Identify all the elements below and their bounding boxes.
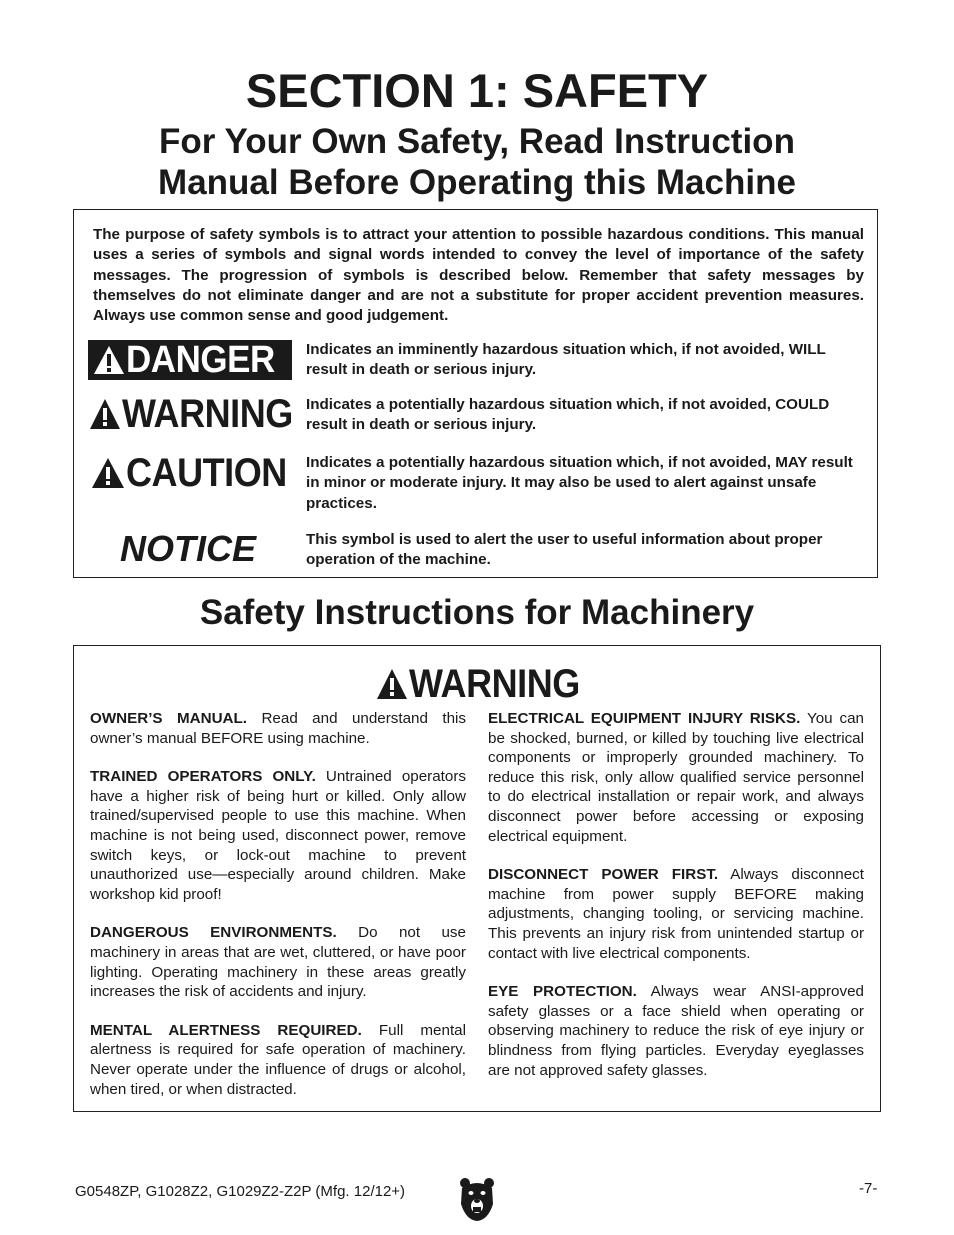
right-column: [488, 709, 864, 1099]
instruction-body: Read and understand this owner’s manual BEFORE using machine.: [90, 710, 466, 747]
caution-alert-icon: [90, 456, 126, 490]
instruction-body: Always disconnect machine from power supply BEFORE making adjustments, changing tooling, or servicing machine. This prevents an injury risk from unintended startup or contact with live electrical components.: [488, 866, 864, 962]
footer-model-numbers: G0548ZP, G1028Z2, G1029Z2-Z2P (Mfg. 12/12+): [75, 1183, 406, 1200]
instruction-heading: TRAINED OPERATORS ONLY.: [90, 768, 316, 786]
danger-alert-icon: [92, 344, 126, 376]
machinery-warning-label: [375, 662, 599, 706]
warning-alert-icon: [375, 667, 409, 701]
page-subtitle-line2: Manual Before Operating this Machine: [158, 163, 796, 202]
instruction-heading: MENTAL ALERTNESS REQUIRED.: [90, 1021, 362, 1039]
instruction-heading: ELECTRICAL EQUIPMENT INJURY RISKS.: [488, 710, 801, 727]
warning-alert-icon: [88, 397, 122, 431]
instruction-body: Untrained operators have a higher risk of being hurt or killed. Only allow trained/supervised people to use this machine. When machine is not being used, disconnect power, remove switch keys, or lock-out machine to prevent unauthorized use—especially around children. Make workshop kid proof!: [90, 768, 466, 903]
danger-description: Indicates an imminently hazardous situation which, if not avoided, WILL result in death or serious injury.: [306, 341, 826, 379]
instruction-electrical-risks: [488, 709, 864, 846]
danger-signal-label: [88, 340, 292, 380]
page-subtitle-line1: For Your Own Safety, Read Instruction: [159, 122, 795, 161]
notice-description: This symbol is used to alert the user to useful information about proper operation of the machine.: [306, 531, 823, 569]
instruction-body: You can be shocked, burned, or killed by touching live electrical components or improperly grounded machinery. To reduce this risk, only allow qualified service personnel to do electrical installation or repair work, and always disconnect power before accessing or exposing electrical equipment.: [488, 710, 864, 845]
warning-word: WARNING: [122, 392, 293, 436]
instruction-body: Always wear ANSI-approved safety glasses or a face shield when operating or observing machinery to reduce the risk of eye injury or blindness from flying particles. Everyday eyeglasses are not approved safety glasses.: [488, 983, 864, 1079]
instruction-owners-manual: [90, 709, 466, 748]
instruction-disconnect-power: [488, 865, 864, 963]
bear-logo-icon: [458, 1176, 496, 1222]
instruction-body: Do not use machinery in areas that are wet, cluttered, or have poor lighting. Operating machinery in these areas greatly increases the risk of accidents and injury.: [90, 924, 466, 1001]
instruction-eye-protection: [488, 982, 864, 1080]
caution-word: CAUTION: [126, 451, 287, 495]
instruction-heading: DISCONNECT POWER FIRST.: [488, 866, 719, 884]
page-number: -7-: [859, 1180, 878, 1197]
warning-word: WARNING: [409, 662, 580, 706]
notice-signal-label: NOTICE: [120, 528, 257, 569]
instruction-heading: OWNER’S MANUAL.: [90, 710, 248, 727]
symbols-intro-text: The purpose of safety symbols is to attract your attention to possible hazardous conditions. This manual uses a series of symbols and signal words intended to convey the level of importance of the safety messages. The progression of symbols is described below. Remember that safety messages by themselves do not eliminate danger and are not a substitute for proper accident prevention measures. Always use common sense and good judgement.: [93, 226, 864, 325]
warning-signal-label: [88, 392, 312, 436]
instruction-trained-operators: [90, 767, 466, 904]
instruction-heading: EYE PROTECTION.: [488, 983, 637, 1001]
danger-word: DANGER: [126, 339, 275, 381]
left-column: [90, 709, 466, 1118]
instruction-mental-alertness: [90, 1021, 466, 1099]
instruction-heading: DANGEROUS ENVIRONMENTS.: [90, 924, 337, 942]
instruction-dangerous-environments: [90, 923, 466, 1001]
instruction-body: Full mental alertness is required for safe operation of machinery. Never operate under the influence of drugs or alcohol, when tired, or when distracted.: [90, 1021, 466, 1098]
warning-description: Indicates a potentially hazardous situation which, if not avoided, COULD result in death or serious injury.: [306, 396, 830, 434]
caution-description: Indicates a potentially hazardous situation which, if not avoided, MAY result in minor or moderate injury. It may also be used to alert against unsafe practices.: [306, 454, 853, 512]
caution-signal-label: [90, 451, 305, 495]
page-title: SECTION 1: SAFETY: [245, 64, 709, 117]
section-heading: Safety Instructions for Machinery: [199, 593, 755, 632]
